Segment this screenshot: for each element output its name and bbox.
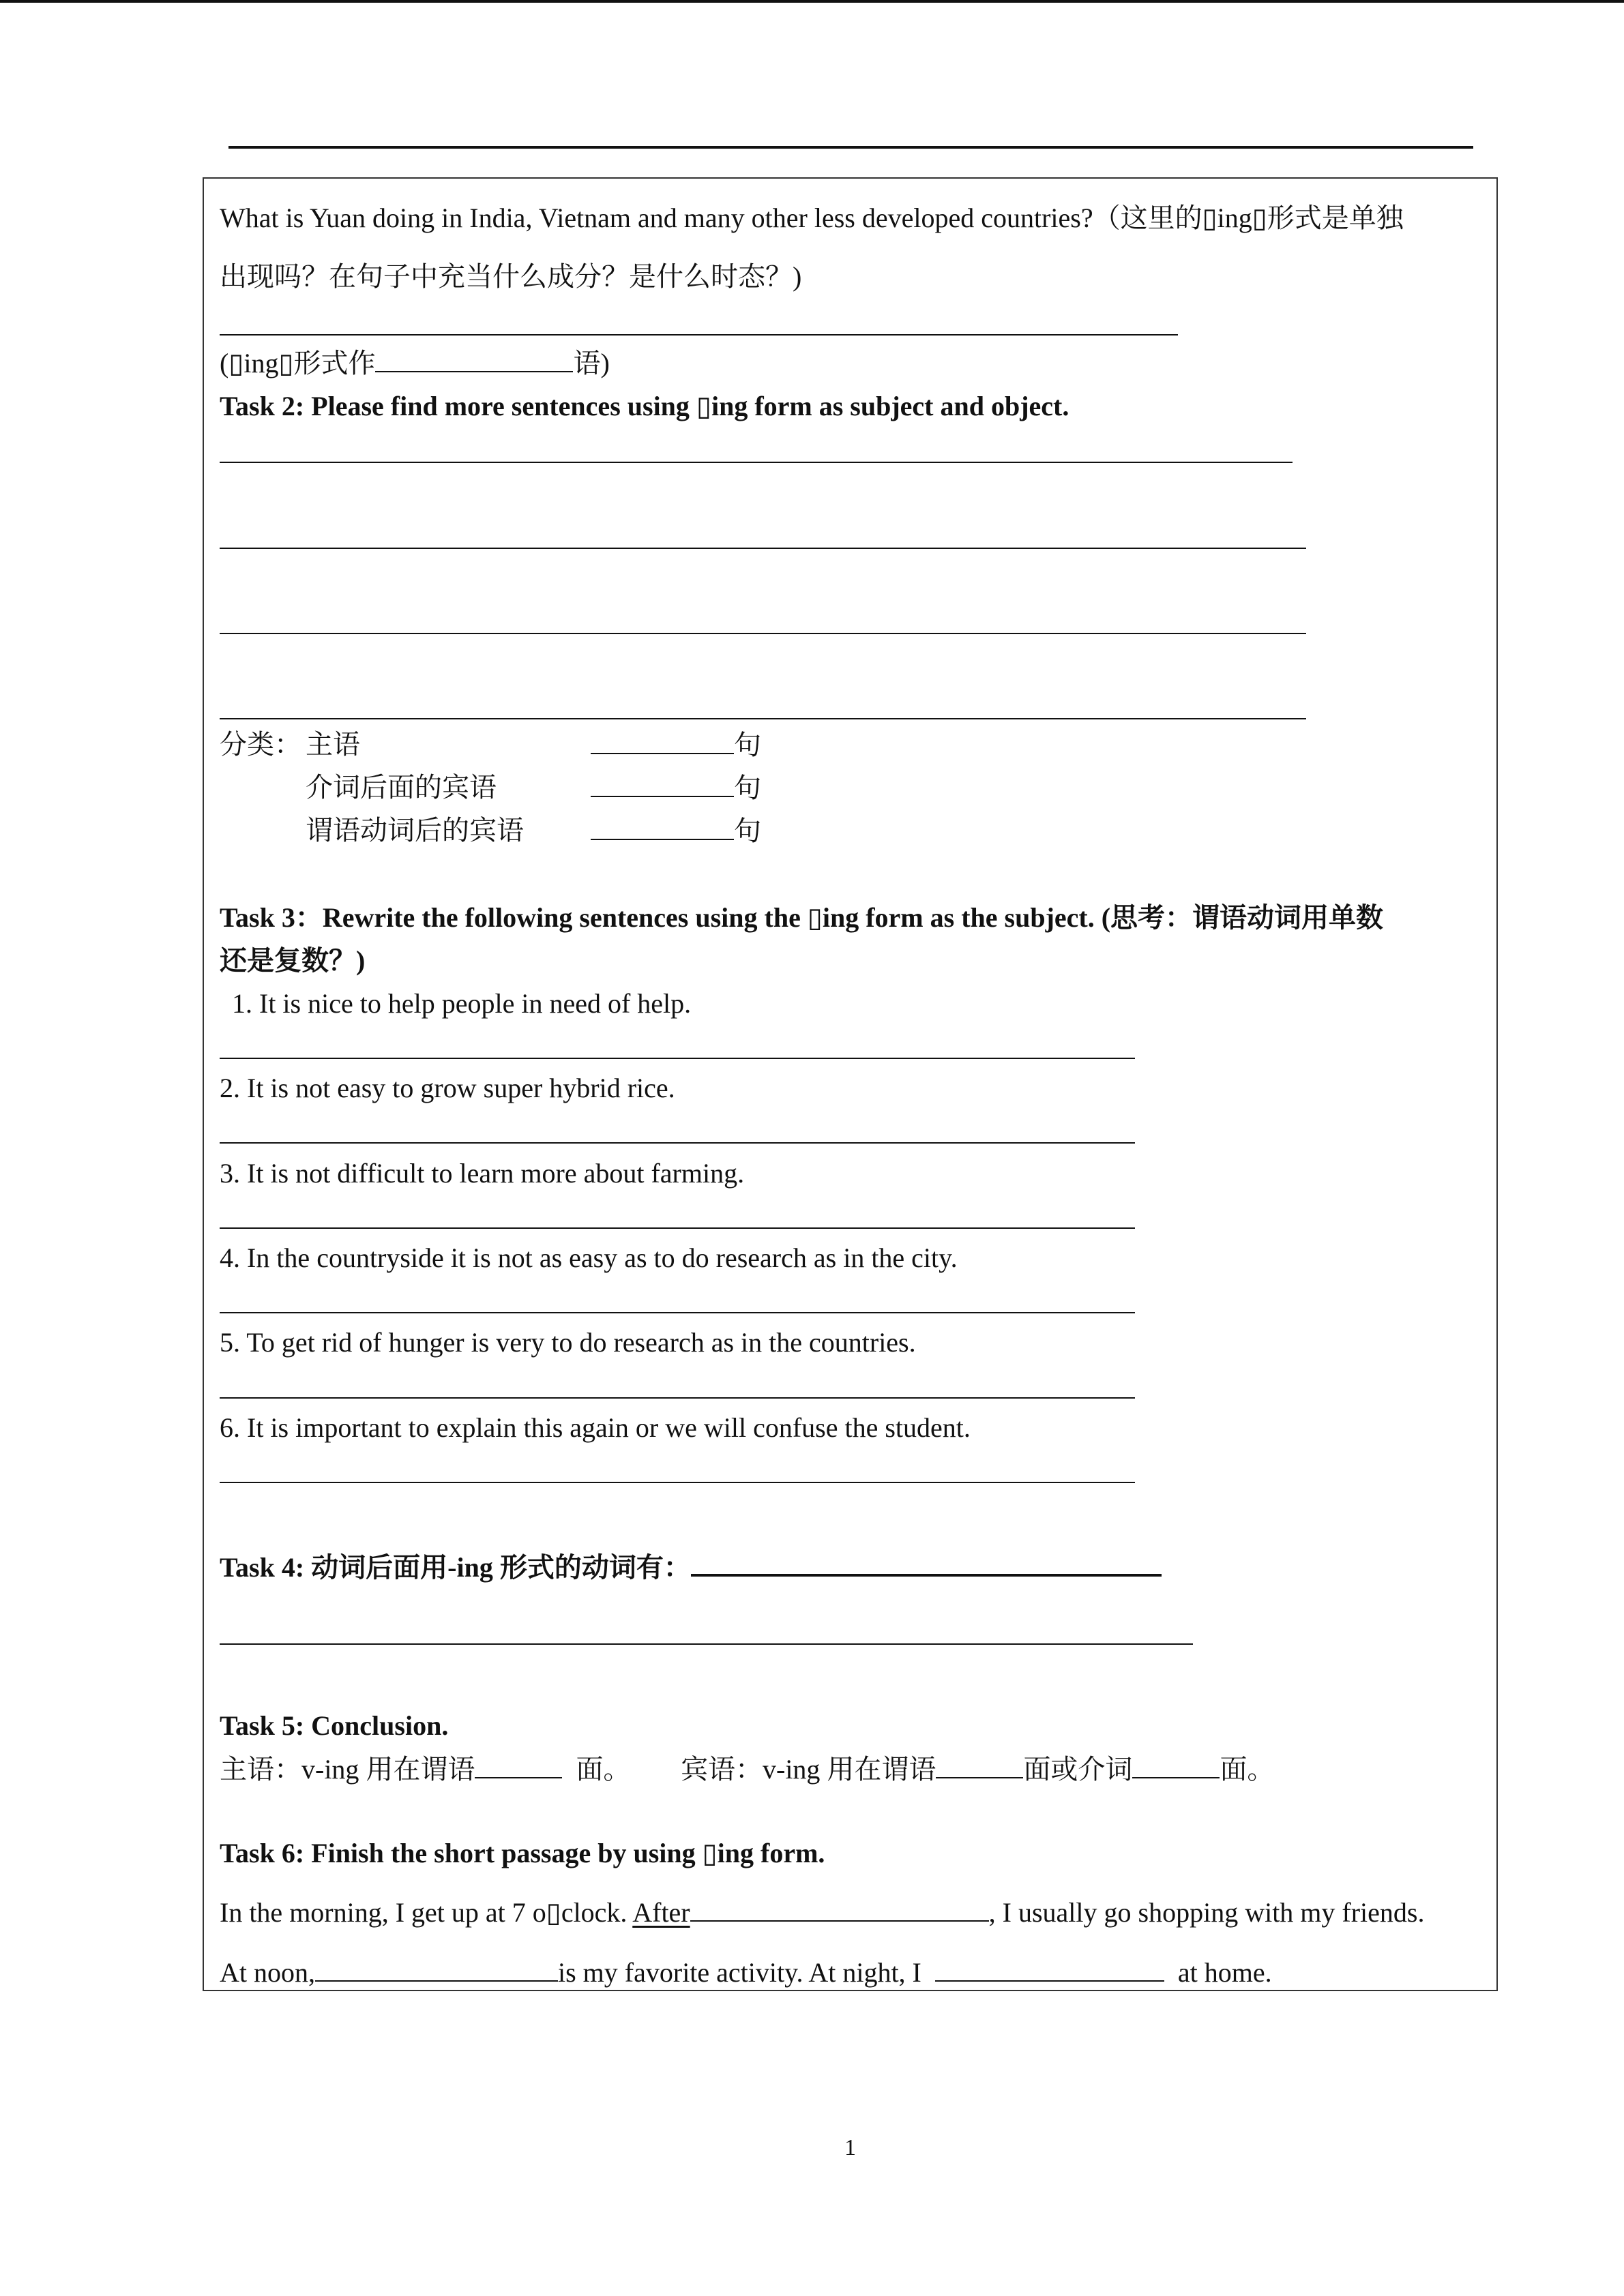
task3-sentence: 2. It is not easy to grow super hybrid rice. bbox=[220, 1073, 675, 1103]
task3-sentence: 5. To get rid of hunger is very to do research as in the countries. bbox=[220, 1327, 916, 1358]
task3-title: Task 3：Rewrite the following sentences using the ▯ing form as the subject. (思考：谓语动词用单数 bbox=[220, 902, 1384, 933]
task3-sentence: 3. It is not difficult to learn more about farming. bbox=[220, 1158, 745, 1189]
object-verb-blank[interactable] bbox=[936, 1753, 1023, 1778]
answer-line[interactable] bbox=[220, 1227, 1135, 1229]
after-blank[interactable] bbox=[690, 1896, 989, 1922]
object-prep-blank[interactable] bbox=[1132, 1753, 1220, 1778]
answer-line[interactable] bbox=[220, 1643, 1193, 1645]
task6-title: Task 6: Finish the short passage by using ▯ing form. bbox=[220, 1838, 825, 1868]
missing-glyph-icon: ▯ bbox=[546, 1897, 561, 1928]
task2-title: Task 2: Please find more sentences using ▯ing form as subject and object. bbox=[220, 391, 1069, 421]
classify-row-blank: 句 bbox=[591, 771, 761, 805]
count-blank[interactable] bbox=[591, 728, 734, 754]
header-rule bbox=[228, 146, 1473, 149]
page-number: 1 bbox=[844, 2135, 856, 2160]
noon-blank[interactable] bbox=[315, 1956, 558, 1982]
intro-question: What is Yuan doing in India, Vietnam and many other less developed countries?（这里的▯ing▯形式是单独 bbox=[220, 203, 1404, 233]
classify-row-blank: 句 bbox=[591, 728, 761, 762]
missing-glyph-icon: ▯ bbox=[228, 348, 244, 378]
task6-line1: In the morning, I get up at 7 o▯clock. After , I usually go shopping with my friends. bbox=[220, 1897, 1425, 1928]
answer-line[interactable] bbox=[220, 633, 1306, 634]
task3-sentence: 1. It is nice to help people in need of help. bbox=[232, 988, 692, 1019]
answer-line[interactable] bbox=[220, 1482, 1135, 1483]
answer-line[interactable] bbox=[220, 718, 1306, 719]
classify-row-blank: 句 bbox=[591, 814, 761, 848]
classify-row-label: 谓语动词后的宾语 bbox=[306, 815, 524, 846]
task3-sentence: 4. In the countryside it is not as easy as to do research as in the city. bbox=[220, 1242, 958, 1273]
task6-line2: At noon, is my favorite activity. At night, I at home. bbox=[220, 1957, 1272, 1988]
count-blank[interactable] bbox=[591, 771, 734, 797]
task5-title: Task 5: Conclusion. bbox=[220, 1710, 449, 1741]
intro-form-line: (▯ing▯形式作 语) bbox=[220, 348, 610, 378]
answer-line[interactable] bbox=[220, 1397, 1135, 1399]
answer-line[interactable] bbox=[220, 548, 1306, 549]
verb-list-blank[interactable] bbox=[691, 1549, 1162, 1577]
classify-label: 分类： bbox=[220, 729, 301, 760]
classify-row-label: 介词后面的宾语 bbox=[306, 772, 497, 803]
answer-line[interactable] bbox=[220, 462, 1293, 463]
page-top-border bbox=[0, 0, 1624, 3]
subject-blank[interactable] bbox=[475, 1753, 562, 1778]
count-blank[interactable] bbox=[591, 814, 734, 840]
task5-object-line: 宾语：v-ing 用在谓语 面或介词 面。 bbox=[681, 1754, 1275, 1785]
night-blank[interactable] bbox=[935, 1956, 1164, 1982]
missing-glyph-icon: ▯ bbox=[1252, 203, 1267, 233]
task3-title-line2: 还是复数？) bbox=[220, 945, 366, 976]
task5-subject-line: 主语：v-ing 用在谓语 面。 bbox=[220, 1754, 631, 1785]
missing-glyph-icon: ▯ bbox=[696, 391, 711, 421]
answer-line[interactable] bbox=[220, 334, 1178, 336]
missing-glyph-icon: ▯ bbox=[1202, 203, 1217, 233]
task4-title: Task 4: 动词后面用-ing 形式的动词有： bbox=[220, 1549, 1162, 1584]
classify-row-label: 主语 bbox=[306, 729, 360, 760]
form-blank[interactable] bbox=[375, 346, 573, 372]
missing-glyph-icon: ▯ bbox=[807, 902, 823, 933]
answer-line[interactable] bbox=[220, 1312, 1135, 1313]
missing-glyph-icon: ▯ bbox=[278, 348, 294, 378]
answer-line[interactable] bbox=[220, 1142, 1135, 1144]
intro-question-line2: 出现吗？在句子中充当什么成分？是什么时态？) bbox=[220, 261, 802, 292]
task3-sentence: 6. It is important to explain this again or we will confuse the student. bbox=[220, 1412, 971, 1443]
answer-line[interactable] bbox=[220, 1058, 1135, 1059]
missing-glyph-icon: ▯ bbox=[702, 1838, 718, 1868]
